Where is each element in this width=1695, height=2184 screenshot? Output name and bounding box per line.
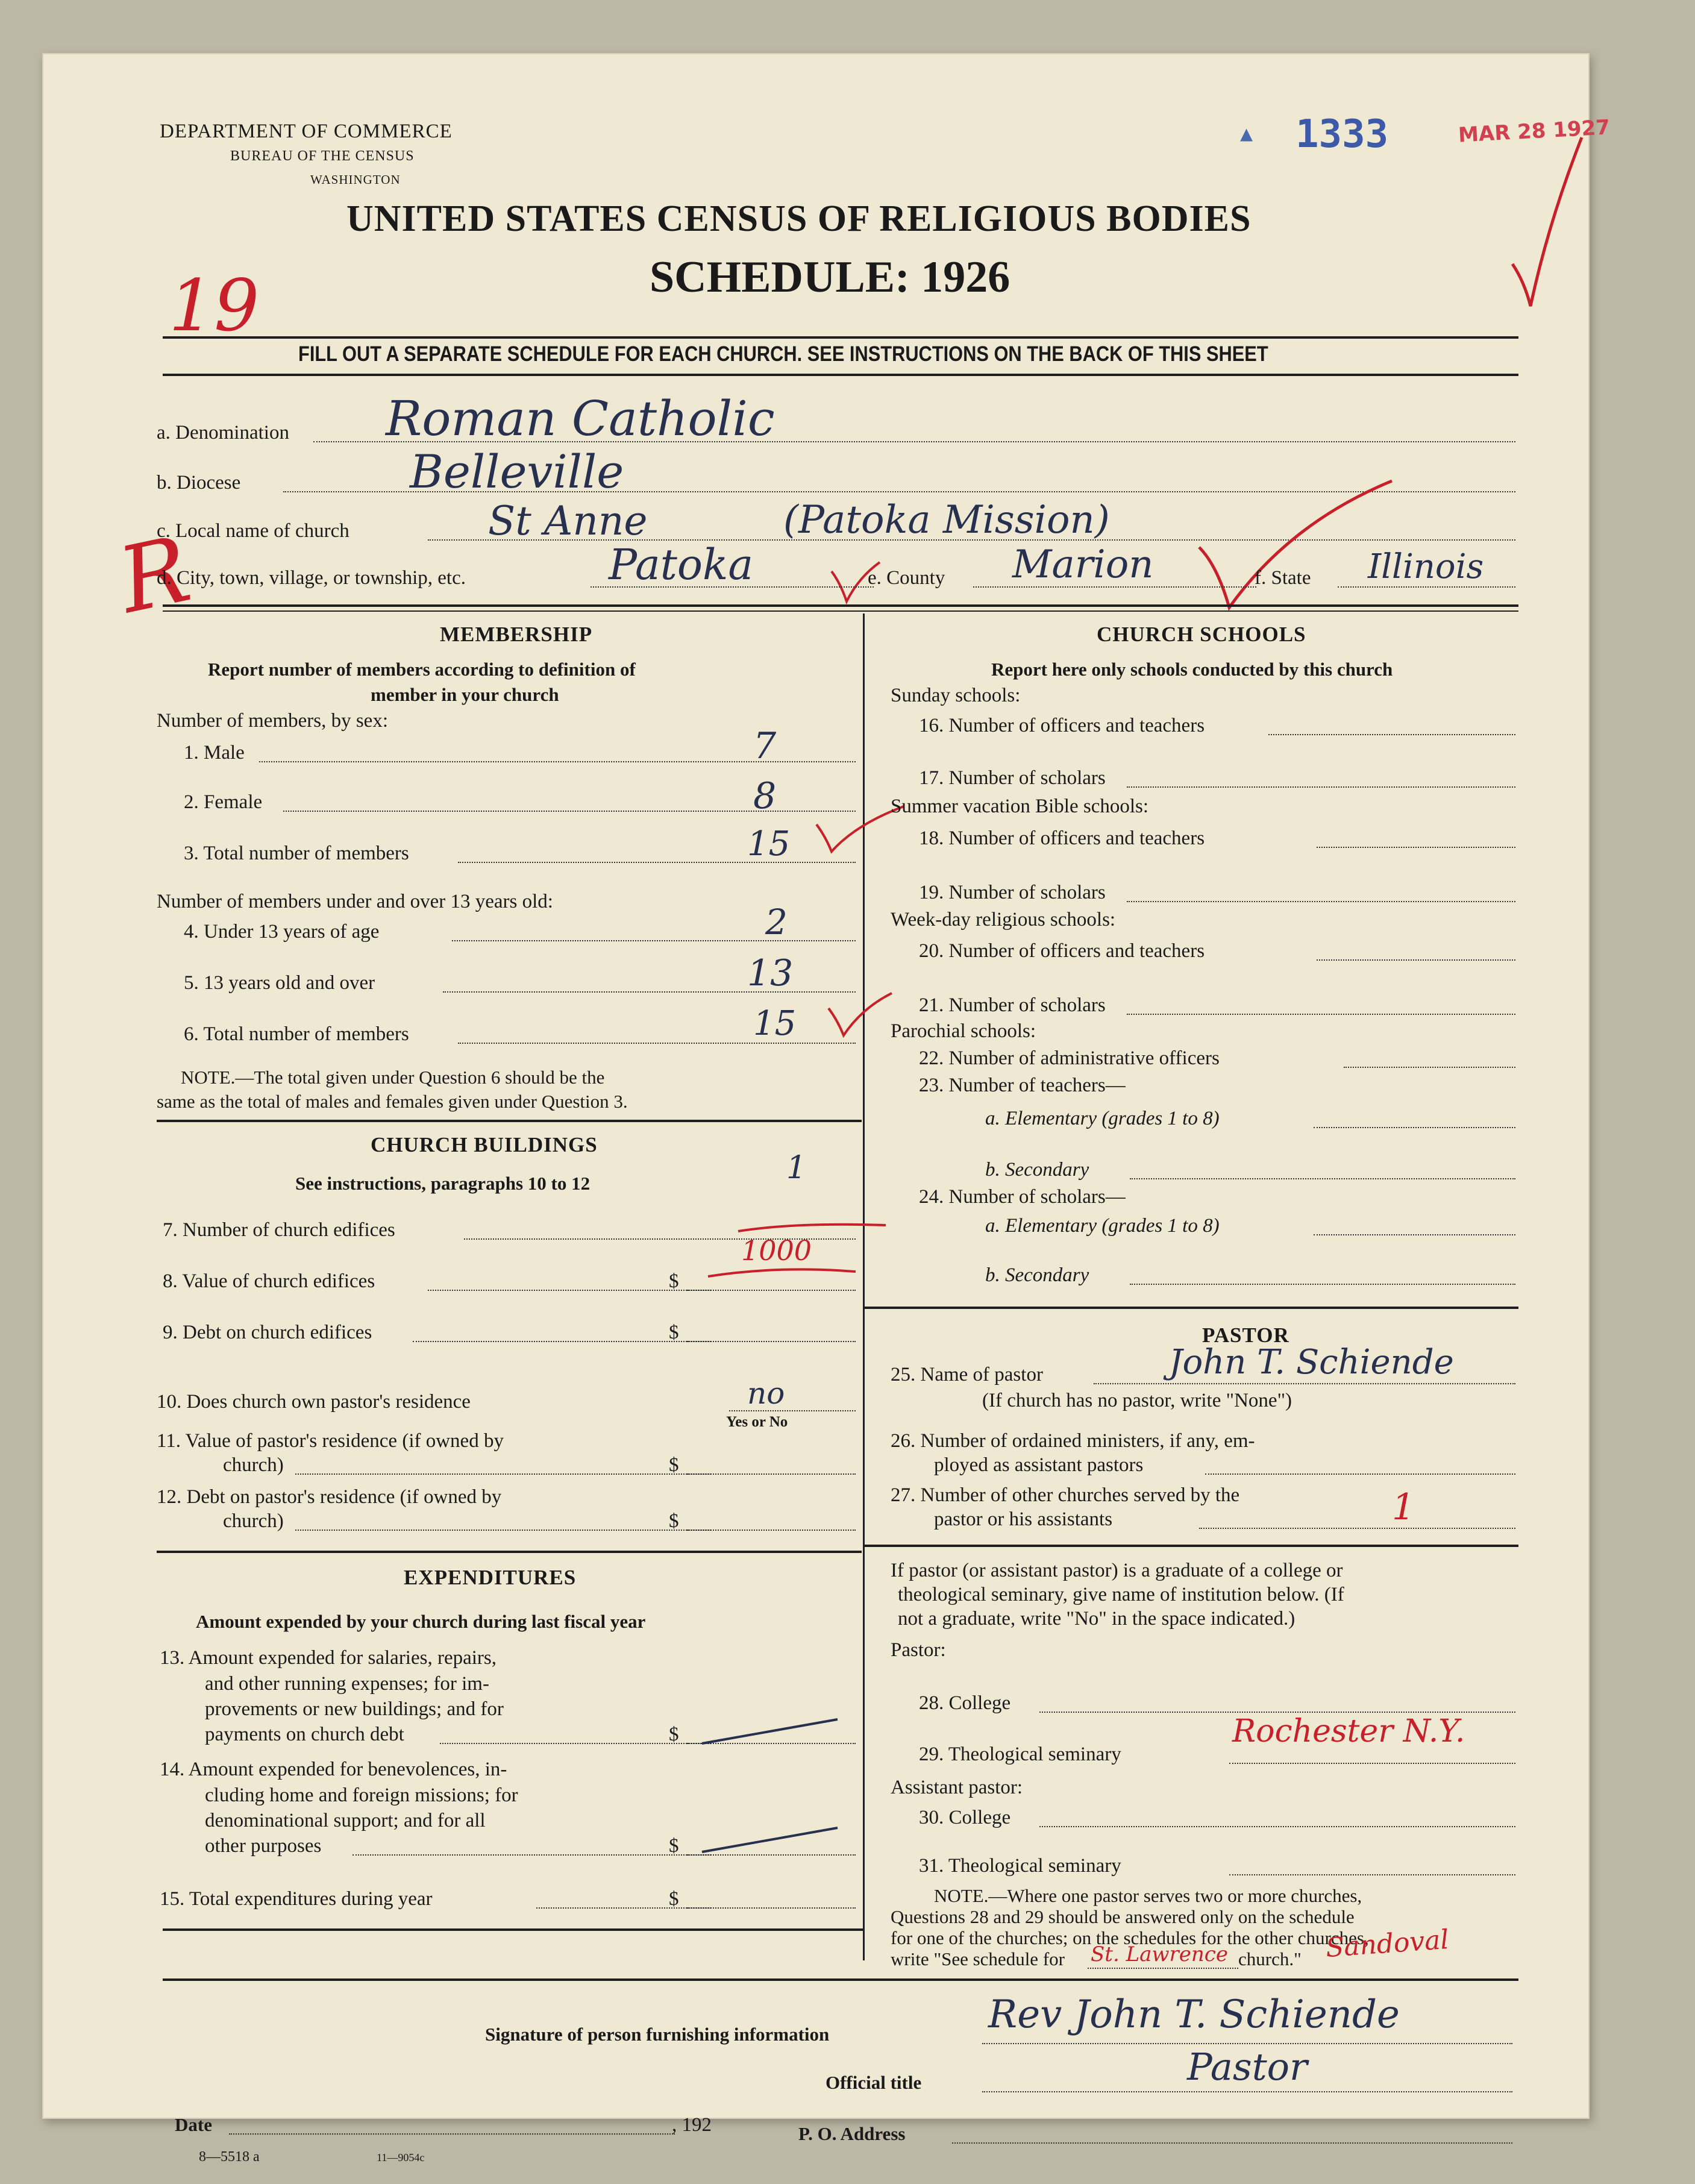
q6-value: 15: [753, 1004, 797, 1043]
q31-line: [1229, 1874, 1515, 1875]
q25-label: 25. Name of pastor: [891, 1364, 1043, 1385]
denomination-label: a. Denomination: [157, 422, 289, 444]
q19-label: 19. Number of scholars: [919, 882, 1106, 903]
by-age-label: Number of members under and over 13 years old:: [157, 891, 553, 912]
q16-label: 16. Number of officers and teachers: [919, 715, 1205, 736]
q9-label: 9. Debt on church edifices: [163, 1322, 372, 1343]
q26-line: [1205, 1473, 1515, 1475]
q8-amount-line: [687, 1290, 856, 1291]
q25-note: (If church has no pastor, write "None"): [982, 1390, 1292, 1411]
pastor-sublabel: Pastor:: [891, 1639, 946, 1661]
state-line: [1338, 586, 1515, 588]
q14-line: [352, 1854, 711, 1856]
q15-line: [536, 1907, 711, 1909]
pastor-rule: [863, 1545, 1518, 1547]
pastor-note-1: NOTE.—Where one pastor serves two or more churches,: [934, 1885, 1362, 1906]
schools-title: CHURCH SCHOOLS: [1097, 623, 1306, 646]
official-title-label: Official title: [826, 2072, 922, 2093]
q29-label: 29. Theological seminary: [919, 1743, 1121, 1765]
dept-line: DEPARTMENT OF COMMERCE: [160, 121, 453, 142]
q14-line-3: denominational support; and for all: [205, 1810, 486, 1831]
city-value: Patoka: [609, 540, 754, 589]
q3-label: 3. Total number of members: [184, 843, 409, 864]
pastor-note-4b: church.": [1238, 1948, 1302, 1969]
margin-number: 19: [169, 264, 260, 347]
ident-rule: [163, 604, 1518, 607]
date-label: Date: [175, 2114, 212, 2135]
summer-label: Summer vacation Bible schools:: [891, 795, 1149, 817]
dash-mark-icon: [699, 1822, 844, 1858]
parochial-label: Parochial schools:: [891, 1020, 1036, 1042]
q4-line: [452, 940, 856, 941]
yes-no-caption: Yes or No: [726, 1414, 788, 1430]
q25-line: [1094, 1383, 1515, 1384]
q5-line: [443, 991, 856, 993]
q5-label: 5. 13 years old and over: [184, 972, 375, 994]
state-label: f. State: [1255, 567, 1311, 589]
q15-amount-line: [687, 1907, 856, 1909]
bureau-line: BUREAU OF THE CENSUS: [230, 148, 415, 164]
graduate-text-1: If pastor (or assistant pastor) is a graduate of a college or: [891, 1560, 1343, 1581]
stamp-number: 1333: [1296, 112, 1389, 157]
q23a-label: a. Elementary (grades 1 to 8): [985, 1108, 1220, 1129]
q9-dollar: $: [669, 1322, 679, 1343]
q30-line: [1039, 1826, 1515, 1827]
pastor-note-4a: write "See schedule for: [891, 1948, 1065, 1969]
q23a-line: [1314, 1127, 1515, 1128]
q8-value: 1000: [741, 1234, 812, 1267]
q10-label: 10. Does church own pastor's residence: [157, 1391, 471, 1413]
q13-line-1: 13. Amount expended for salaries, repairs,: [160, 1647, 497, 1669]
official-title-line: [982, 2091, 1512, 2092]
city-line: WASHINGTON: [310, 172, 401, 187]
q24b-line: [1130, 1284, 1515, 1285]
assistant-sublabel: Assistant pastor:: [891, 1777, 1023, 1798]
q14-line-1: 14. Amount expended for benevolences, in-: [160, 1759, 507, 1780]
top-rule: [163, 336, 1518, 339]
q26-label-b: ployed as assistant pastors: [934, 1454, 1144, 1476]
q31-label: 31. Theological seminary: [919, 1855, 1121, 1877]
q22-line: [1344, 1067, 1515, 1068]
q12-label-b: church): [223, 1510, 284, 1532]
by-sex-label: Number of members, by sex:: [157, 710, 388, 732]
q1-label: 1. Male: [184, 742, 245, 764]
ident-rule-2: [163, 610, 1518, 612]
q21-line: [1127, 1014, 1515, 1015]
q27-line: [1199, 1528, 1515, 1529]
form-title: UNITED STATES CENSUS OF RELIGIOUS BODIES: [346, 198, 1252, 239]
q9-line: [413, 1341, 711, 1342]
signature-line: [982, 2043, 1512, 2044]
q4-value: 2: [765, 902, 788, 943]
print-number: 11—9054c: [377, 2151, 425, 2164]
q12-amount-line: [687, 1530, 856, 1531]
official-title-value: Pastor: [1187, 2045, 1308, 2089]
check-mark-icon: [826, 990, 898, 1038]
q22-label: 22. Number of administrative officers: [919, 1047, 1220, 1069]
q25-value: John T. Schiende: [1169, 1343, 1454, 1382]
q28-line: [1039, 1712, 1515, 1713]
q23b-label: b. Secondary: [985, 1159, 1089, 1181]
stamp-dot-icon: ▴: [1240, 120, 1253, 148]
q2-value: 8: [753, 775, 777, 817]
q19-line: [1127, 901, 1515, 902]
strike-mark-icon: [705, 1258, 862, 1288]
schedule-year: SCHEDULE: 1926: [650, 253, 1010, 302]
membership-note-1: NOTE.—The total given under Question 6 should be the: [181, 1067, 605, 1088]
graduate-text-2: theological seminary, give name of institution below. (If: [898, 1584, 1344, 1605]
q5-value: 13: [747, 952, 794, 994]
expenditures-title: EXPENDITURES: [404, 1566, 577, 1589]
diocese-value: Belleville: [410, 445, 624, 498]
margin-letter: R: [110, 517, 199, 634]
q14-line-2: cluding home and foreign missions; for: [205, 1784, 518, 1806]
signature-value: Rev John T. Schiende: [988, 1992, 1400, 2037]
pastor-note-extra: Sandoval: [1324, 1924, 1450, 1964]
expenditures-bottom-rule: [163, 1928, 865, 1931]
q24a-label: a. Elementary (grades 1 to 8): [985, 1215, 1220, 1237]
po-address-label: P. O. Address: [798, 2123, 906, 2144]
diocese-label: b. Diocese: [157, 472, 241, 494]
expenditures-sub: Amount expended by your church during last fiscal year: [196, 1611, 646, 1632]
church-name-value: St Anne: [488, 498, 648, 544]
q27-value: 1: [1392, 1486, 1415, 1528]
buildings-sub: See instructions, paragraphs 10 to 12: [295, 1173, 591, 1194]
q26-label-a: 26. Number of ordained ministers, if any, em-: [891, 1430, 1255, 1452]
buildings-rule: [157, 1551, 862, 1553]
q10-value: no: [747, 1376, 785, 1411]
po-address-line: [952, 2142, 1512, 2144]
q24a-line: [1314, 1234, 1515, 1235]
instructions-banner: FILL OUT A SEPARATE SCHEDULE FOR EACH CHURCH. SEE INSTRUCTIONS ON THE BACK OF THIS SHEET: [298, 342, 1268, 366]
q6-label: 6. Total number of members: [184, 1023, 409, 1045]
pastor-note-2: Questions 28 and 29 should be answered only on the schedule: [891, 1906, 1355, 1927]
church-name-label: c. Local name of church: [157, 520, 349, 542]
pastor-note-value: St. Lawrence: [1091, 1942, 1228, 1966]
q15-label: 15. Total expenditures during year: [160, 1888, 433, 1910]
pastor-note-blank: [1088, 1968, 1238, 1969]
buildings-title: CHURCH BUILDINGS: [371, 1133, 598, 1156]
q11-label-b: church): [223, 1454, 284, 1476]
footer-rule: [163, 1978, 1518, 1981]
q11-amount-line: [687, 1473, 856, 1475]
county-label: e. County: [868, 567, 945, 589]
membership-rule: [157, 1120, 862, 1122]
q4-label: 4. Under 13 years of age: [184, 921, 380, 943]
membership-note-2: same as the total of males and females given under Question 3.: [157, 1091, 628, 1112]
pastor-title: PASTOR: [1202, 1323, 1289, 1347]
q1-value: 7: [753, 725, 777, 767]
q12-dollar: $: [669, 1510, 679, 1532]
q14-dollar: $: [669, 1835, 679, 1857]
q18-label: 18. Number of officers and teachers: [919, 827, 1205, 849]
q13-dollar: $: [669, 1724, 679, 1745]
q13-line-4: payments on church debt: [205, 1724, 404, 1745]
q7-label: 7. Number of church edifices: [163, 1219, 395, 1241]
q13-line-3: provements or new buildings; and for: [205, 1698, 504, 1720]
q9-amount-line: [687, 1341, 856, 1342]
q27-label-a: 27. Number of other churches served by the: [891, 1484, 1240, 1506]
banner-rule: [163, 374, 1518, 376]
pastor-note-3: for one of the churches; on the schedules for the other churches,: [891, 1927, 1369, 1948]
date-line: [229, 2133, 675, 2135]
form-number: 8—5518 a: [199, 2149, 260, 2165]
weekday-label: Week-day religious schools:: [891, 909, 1116, 930]
membership-intro-1: Report number of members according to definition of: [208, 659, 636, 680]
denomination-value: Roman Catholic: [386, 391, 775, 447]
date-year: , 192: [672, 2114, 712, 2136]
q11-dollar: $: [669, 1454, 679, 1476]
census-schedule-sheet: [42, 53, 1611, 2165]
schools-sub: Report here only schools conducted by this church: [991, 659, 1393, 680]
q7-value: 1: [786, 1150, 807, 1186]
q20-line: [1317, 959, 1515, 961]
q14-line-4: other purposes: [205, 1835, 322, 1857]
q21-label: 21. Number of scholars: [919, 994, 1106, 1016]
q2-label: 2. Female: [184, 791, 263, 813]
q8-label: 8. Value of church edifices: [163, 1270, 375, 1292]
q23b-line: [1130, 1178, 1515, 1179]
q29-value: Rochester N.Y.: [1232, 1713, 1465, 1749]
date-stamp: MAR 28 1927: [1458, 115, 1611, 148]
sunday-label: Sunday schools:: [891, 685, 1021, 706]
q3-line: [458, 862, 856, 863]
q18-line: [1317, 847, 1515, 848]
q17-label: 17. Number of scholars: [919, 767, 1106, 789]
county-value: Marion: [1012, 542, 1154, 587]
check-mark-icon: [1500, 131, 1585, 312]
graduate-text-3: not a graduate, write "No" in the space indicated.): [898, 1608, 1296, 1630]
schools-rule: [863, 1307, 1518, 1309]
q12-label-a: 12. Debt on pastor's residence (if owned by: [157, 1486, 502, 1508]
church-name-extra: (Patoka Mission): [783, 498, 1110, 542]
membership-intro-2: member in your church: [371, 684, 559, 705]
q23-label: 23. Number of teachers—: [919, 1075, 1126, 1096]
signature-label: Signature of person furnishing information: [485, 2024, 830, 2045]
q12-line: [295, 1530, 711, 1531]
q30-label: 30. College: [919, 1807, 1011, 1828]
dash-mark-icon: [699, 1713, 844, 1749]
q27-label-b: pastor or his assistants: [934, 1508, 1113, 1530]
q24b-label: b. Secondary: [985, 1264, 1089, 1286]
q11-label-a: 11. Value of pastor's residence (if owned by: [157, 1430, 504, 1452]
state-value: Illinois: [1368, 547, 1484, 586]
q11-line: [295, 1473, 711, 1475]
q17-line: [1127, 786, 1515, 788]
city-label: d. City, town, village, or township, etc.: [157, 567, 466, 589]
q29-line: [1229, 1763, 1515, 1764]
q15-dollar: $: [669, 1888, 679, 1910]
q24-label: 24. Number of scholars—: [919, 1186, 1126, 1208]
q8-dollar: $: [669, 1270, 679, 1292]
q20-label: 20. Number of officers and teachers: [919, 940, 1205, 962]
q28-label: 28. College: [919, 1692, 1011, 1714]
q16-line: [1268, 734, 1515, 735]
q3-value: 15: [747, 824, 791, 864]
membership-title: MEMBERSHIP: [440, 623, 593, 646]
q13-line-2: and other running expenses; for im-: [205, 1673, 489, 1695]
